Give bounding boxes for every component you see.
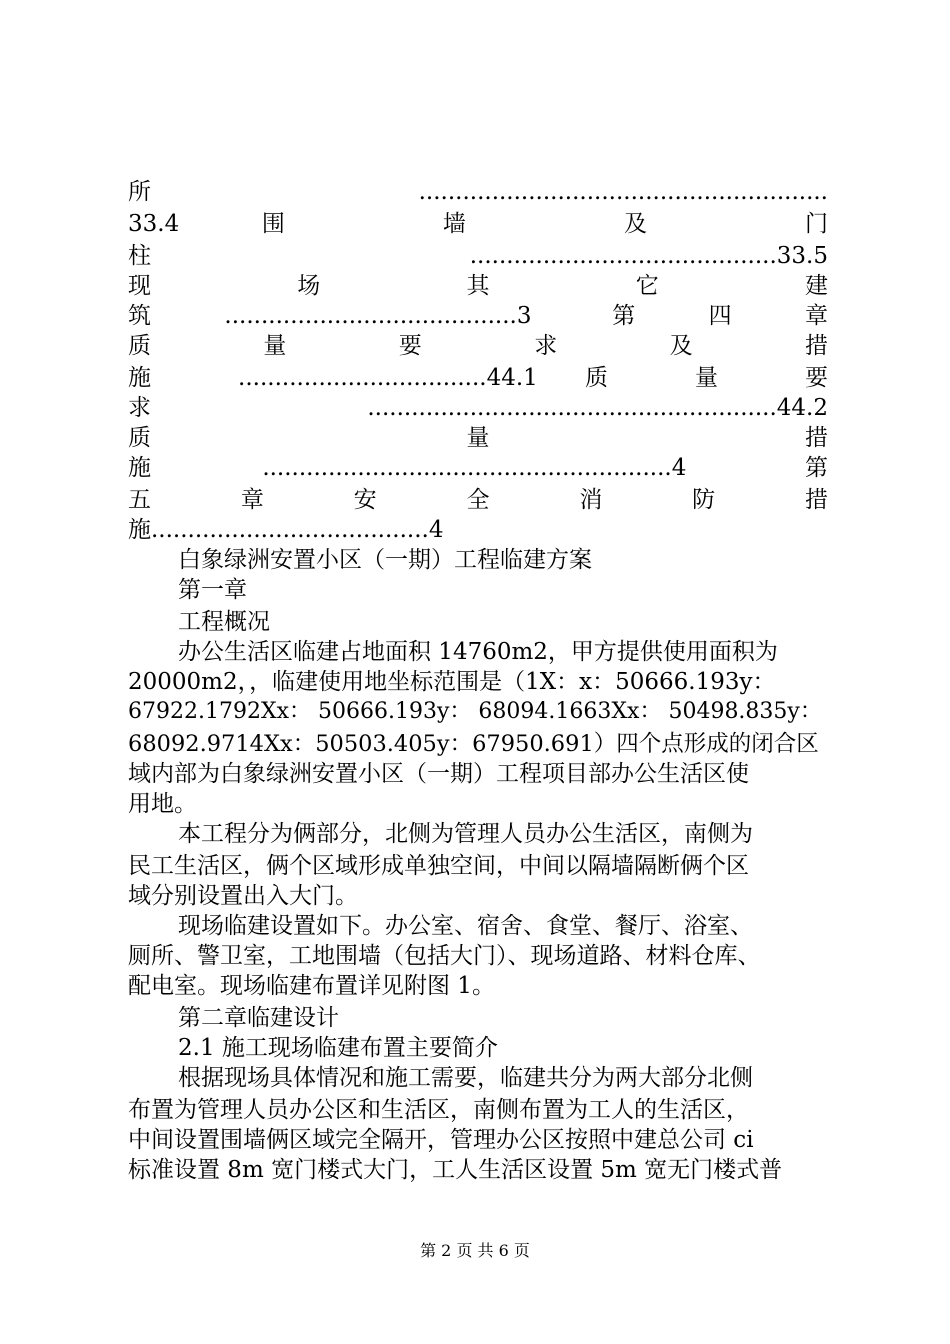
- chapter-heading: 第二章临建设计: [178, 1005, 339, 1031]
- section-heading: 2.1 施工现场临建布置主要简介: [178, 1035, 498, 1061]
- paragraph-line: 民工生活区，俩个区域形成单独空间，中间以隔墙隔断俩个区: [128, 853, 749, 879]
- paragraph-line: 根据现场具体情况和施工需要，临建共分为两大部分北侧: [178, 1065, 753, 1091]
- paragraph-line: 配电室。现场临建布置详见附图 1。: [128, 973, 495, 999]
- paragraph-line: 20000m2，，临建使用地坐标范围是（1X：x：50666.193y：: [128, 669, 776, 695]
- paragraph-line: 域内部为白象绿洲安置小区（一期）工程项目部办公生活区使: [128, 761, 749, 787]
- document-title: 白象绿洲安置小区（一期）工程临建方案: [178, 547, 592, 573]
- paragraph-line: 67922.1792Xx： 50666.193y： 68094.1663Xx： 50498.835y：: [128, 699, 822, 724]
- toc-line: 质 量 要 求 及 措: [128, 333, 828, 359]
- paragraph-line: 办公生活区临建占地面积 14760m2，甲方提供使用面积为: [178, 639, 778, 665]
- toc-line: 施......................................4: [128, 517, 444, 543]
- chapter-heading: 第一章: [178, 577, 247, 603]
- toc-line: 柱 ..........................................33.5: [128, 243, 828, 269]
- toc-line: 质 量 措: [128, 425, 828, 451]
- paragraph-line: 本工程分为俩部分，北侧为管理人员办公生活区，南侧为: [178, 821, 753, 847]
- paragraph-line: 厕所、警卫室，工地围墙（包括大门）、现场道路、材料仓库、: [128, 943, 761, 969]
- paragraph-line: 布置为管理人员办公区和生活区，南侧布置为工人的生活区，: [128, 1097, 749, 1123]
- paragraph-line: 现场临建设置如下。办公室、宿舍、食堂、餐厅、浴室、: [178, 913, 753, 939]
- toc-line: 所........................................................: [128, 179, 828, 205]
- toc-line: 现 场 其 它 建: [128, 273, 828, 299]
- toc-line: 33.4 围 墙 及 门: [128, 211, 828, 237]
- toc-line: 施........................................................4 第: [128, 455, 828, 481]
- paragraph-line: 标准设置 8m 宽门楼式大门，工人生活区设置 5m 宽无门楼式普: [128, 1157, 783, 1183]
- paragraph-line: 用地。: [128, 791, 197, 817]
- paragraph-line: 域分别设置出入大门。: [128, 883, 358, 909]
- section-heading: 工程概况: [178, 609, 270, 635]
- toc-line: 五 章 安 全 消 防 措: [128, 487, 828, 513]
- page-footer: 第 2 页 共 6 页: [420, 1241, 530, 1260]
- paragraph-line: 中间设置围墙俩区域完全隔开，管理办公区按照中建总公司 ci: [128, 1127, 754, 1153]
- paragraph-line: 68092.9714Xx：50503.405y：67950.691）四个点形成的闭合区: [128, 731, 819, 757]
- toc-line: 筑........................................3 第四章: [128, 303, 828, 329]
- toc-line: 求........................................................44.2: [128, 395, 828, 421]
- toc-line: 施 ..................................44.1 质 量 要: [128, 365, 828, 391]
